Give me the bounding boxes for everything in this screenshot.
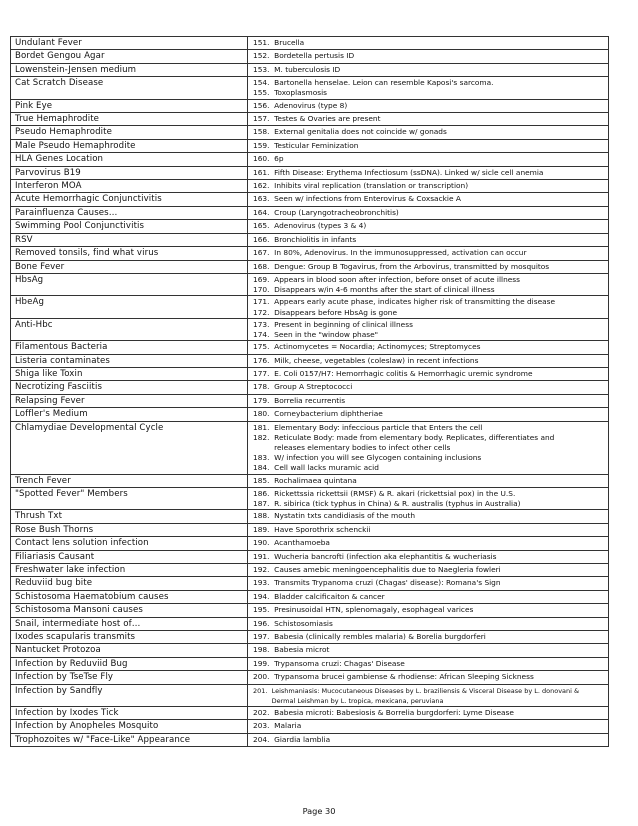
term-cell: Loffler's Medium bbox=[11, 408, 248, 421]
table-row bbox=[11, 220, 609, 233]
answer-line: 160. 6p bbox=[253, 154, 284, 164]
answer-line: 161. Fifth Disease: Erythema Infectiosum (ssDNA). Linked w/ sicle cell anemia bbox=[253, 167, 544, 177]
table-row bbox=[11, 657, 609, 670]
term-cell: Male Pseudo Hemaphrodite bbox=[11, 139, 248, 152]
term-cell: Infection by Anopheles Mosquito bbox=[11, 720, 248, 733]
term-cell: Contact lens solution infection bbox=[11, 537, 248, 550]
answer-cell bbox=[248, 550, 609, 563]
answer-cell bbox=[248, 510, 609, 523]
term-cell: Reduviid bug bite bbox=[11, 577, 248, 590]
answer-cell bbox=[248, 273, 609, 295]
answer-cell bbox=[248, 644, 609, 657]
term-cell: Swimming Pool Conjunctivitis bbox=[11, 220, 248, 233]
answer-line: 168. Dengue: Group B Togavirus, from the Arbovirus, transmitted by mosquitos bbox=[253, 261, 550, 271]
answer-line: 204. Giardia lamblia bbox=[253, 734, 331, 744]
term-cell: Cat Scratch Disease bbox=[11, 77, 248, 99]
table-row bbox=[11, 247, 609, 260]
answer-cell bbox=[248, 577, 609, 590]
term-cell: Infection by Sandfly bbox=[11, 684, 248, 706]
answer-cell bbox=[248, 631, 609, 644]
table-row bbox=[11, 631, 609, 644]
answer-cell bbox=[248, 487, 609, 509]
answer-cell bbox=[248, 153, 609, 166]
answer-cell bbox=[248, 166, 609, 179]
answer-line: 192. Causes amebic meningoencephalitis due to Naegleria fowleri bbox=[253, 565, 501, 575]
answer-line: 191. Wucheria bancrofti (infection aka elephantitis & wucheriasis bbox=[253, 551, 497, 561]
table-row bbox=[11, 644, 609, 657]
answer-line: Dermal Leishman by L. tropica, mexicana, peruviana bbox=[253, 696, 444, 705]
answer-line: 184. Cell wall lacks muramic acid bbox=[253, 463, 379, 473]
answer-line: 157. Testes & Ovaries are present bbox=[253, 114, 381, 124]
answer-cell bbox=[248, 139, 609, 152]
answer-cell bbox=[248, 720, 609, 733]
term-cell: Bone Fever bbox=[11, 260, 248, 273]
answer-line: 180. Corneybacterium diphtheriae bbox=[253, 409, 383, 419]
table-row bbox=[11, 510, 609, 523]
answer-line: 163. Seen w/ infections from Enterovirus & Coxsackie A bbox=[253, 194, 461, 204]
term-cell: Acute Hemorrhagic Conjunctivitis bbox=[11, 193, 248, 206]
answer-cell bbox=[248, 37, 609, 50]
answer-cell bbox=[248, 126, 609, 139]
answer-cell bbox=[248, 50, 609, 63]
term-cell: RSV bbox=[11, 233, 248, 246]
table-row bbox=[11, 617, 609, 630]
answer-line: 153. M. tuberculosis ID bbox=[253, 64, 341, 74]
answer-line: 203. Malaria bbox=[253, 721, 302, 731]
term-cell: Parainfluenza Causes… bbox=[11, 206, 248, 219]
table-row bbox=[11, 421, 609, 474]
notes-table-body bbox=[11, 37, 609, 747]
term-cell: Lowenstein-Jensen medium bbox=[11, 63, 248, 76]
answer-cell bbox=[248, 733, 609, 746]
table-row bbox=[11, 126, 609, 139]
table-row bbox=[11, 233, 609, 246]
answer-line: 173. Present in beginning of clinical illness bbox=[253, 319, 413, 329]
answer-line: 202. Babesia microti: Babesiosis & Borrelia burgdorferi: Lyme Disease bbox=[253, 708, 514, 718]
term-cell: Thrush Txt bbox=[11, 510, 248, 523]
answer-cell bbox=[248, 180, 609, 193]
table-row bbox=[11, 720, 609, 733]
answer-line: 199. Trypansoma cruzi: Chagas' Disease bbox=[253, 658, 405, 668]
table-row bbox=[11, 684, 609, 706]
term-cell: Anti-Hbc bbox=[11, 318, 248, 340]
table-row bbox=[11, 296, 609, 318]
answer-line: 181. Elementary Body: infeccious particle that Enters the cell bbox=[253, 422, 483, 432]
answer-line: 159. Testicular Feminization bbox=[253, 140, 359, 150]
answer-cell bbox=[248, 296, 609, 318]
term-cell: Parvovirus B19 bbox=[11, 166, 248, 179]
answer-cell bbox=[248, 113, 609, 126]
term-cell: Bordet Gengou Agar bbox=[11, 50, 248, 63]
term-cell: Pseudo Hemaphrodite bbox=[11, 126, 248, 139]
answer-line: 189. Have Sporothrix schenckii bbox=[253, 524, 371, 534]
notes-table bbox=[10, 36, 609, 747]
answer-cell bbox=[248, 671, 609, 684]
answer-line: 169. Appears in blood soon after infection, before onset of acute illness bbox=[253, 274, 521, 284]
table-row bbox=[11, 564, 609, 577]
answer-line: 177. E. Coli 0157/H7: Hemorrhagic colitis & Hemorrhagic uremic syndrome bbox=[253, 368, 533, 378]
table-row bbox=[11, 113, 609, 126]
answer-cell bbox=[248, 408, 609, 421]
answer-cell bbox=[248, 99, 609, 112]
answer-line: 174. Seen in the "window phase" bbox=[253, 329, 379, 339]
table-row bbox=[11, 367, 609, 380]
answer-cell bbox=[248, 394, 609, 407]
term-cell: Shiga like Toxin bbox=[11, 367, 248, 380]
term-cell: Trophozoites w/ "Face-Like" Appearance bbox=[11, 733, 248, 746]
table-row bbox=[11, 707, 609, 720]
answer-cell bbox=[248, 247, 609, 260]
term-cell: HbeAg bbox=[11, 296, 248, 318]
term-cell: HLA Genes Location bbox=[11, 153, 248, 166]
answer-line: 167. In 80%, Adenovirus. In the immunosuppressed, activation can occur bbox=[253, 248, 527, 258]
table-row bbox=[11, 273, 609, 295]
term-cell: Relapsing Fever bbox=[11, 394, 248, 407]
table-row bbox=[11, 318, 609, 340]
table-row bbox=[11, 550, 609, 563]
answer-line: 155. Toxoplasmosis bbox=[253, 88, 327, 98]
answer-line: 154. Bartonella henselae. Leion can resemble Kaposi's sarcoma. bbox=[253, 78, 494, 88]
term-cell: Infection by Reduviid Bug bbox=[11, 657, 248, 670]
term-cell: Rose Bush Thorns bbox=[11, 523, 248, 536]
answer-line: 185. Rochalimaea quintana bbox=[253, 475, 357, 485]
answer-line: 158. External genitalia does not coincide w/ gonads bbox=[253, 127, 447, 137]
table-row bbox=[11, 537, 609, 550]
answer-line: 171. Appears early acute phase, indicates higher risk of transmitting the disease bbox=[253, 297, 556, 307]
term-cell: Removed tonsils, find what virus bbox=[11, 247, 248, 260]
answer-cell bbox=[248, 604, 609, 617]
answer-line: 152. Bordetella pertusis ID bbox=[253, 51, 355, 61]
table-row bbox=[11, 381, 609, 394]
answer-cell bbox=[248, 341, 609, 354]
answer-line: 166. Bronchiolitis in infants bbox=[253, 234, 357, 244]
term-cell: Nantucket Protozoa bbox=[11, 644, 248, 657]
answer-cell bbox=[248, 63, 609, 76]
term-cell: Infection by Ixodes Tick bbox=[11, 707, 248, 720]
term-cell: Interferon MOA bbox=[11, 180, 248, 193]
answer-line: 176. Milk, cheese, vegetables (coleslaw) in recent infections bbox=[253, 355, 479, 365]
table-row bbox=[11, 354, 609, 367]
term-cell: Filiariasis Causant bbox=[11, 550, 248, 563]
answer-line: 165. Adenovirus (types 3 & 4) bbox=[253, 221, 367, 231]
answer-cell bbox=[248, 707, 609, 720]
answer-line: 164. Croup (Laryngotracheobronchitis) bbox=[253, 207, 399, 217]
term-cell: HbsAg bbox=[11, 273, 248, 295]
answer-cell bbox=[248, 206, 609, 219]
table-row bbox=[11, 671, 609, 684]
answer-cell bbox=[248, 684, 609, 706]
table-row bbox=[11, 153, 609, 166]
table-row bbox=[11, 341, 609, 354]
answer-line: 151. Brucella bbox=[253, 38, 305, 47]
answer-cell bbox=[248, 421, 609, 474]
term-cell: Filamentous Bacteria bbox=[11, 341, 248, 354]
table-row bbox=[11, 77, 609, 99]
term-cell: True Hemaphrodite bbox=[11, 113, 248, 126]
term-cell: Pink Eye bbox=[11, 99, 248, 112]
answer-line: 198. Babesia microt bbox=[253, 645, 330, 655]
term-cell: Trench Fever bbox=[11, 474, 248, 487]
answer-line: 190. Acanthamoeba bbox=[253, 538, 330, 548]
term-cell: Undulant Fever bbox=[11, 37, 248, 50]
term-cell: Chlamydiae Developmental Cycle bbox=[11, 421, 248, 474]
term-cell: Freshwater lake infection bbox=[11, 564, 248, 577]
table-row bbox=[11, 139, 609, 152]
answer-cell bbox=[248, 474, 609, 487]
answer-line: 186. Rickettssia rickettsii (RMSF) & R. akari (rickettsial pox) in the U.S. bbox=[253, 488, 516, 498]
answer-line: 162. Inhibits viral replication (translation or transcription) bbox=[253, 181, 469, 191]
table-row bbox=[11, 733, 609, 746]
table-row bbox=[11, 63, 609, 76]
term-cell: Listeria contaminates bbox=[11, 354, 248, 367]
table-row bbox=[11, 408, 609, 421]
answer-line: 182. Reticulate Body: made from elementary body. Replicates, differentiates and bbox=[253, 432, 555, 442]
answer-line: 200. Trypansoma brucei gambiense & rhodiense: African Sleeping Sickness bbox=[253, 672, 534, 682]
term-cell: "Spotted Fever" Members bbox=[11, 487, 248, 509]
answer-line: 156. Adenovirus (type 8) bbox=[253, 100, 348, 110]
answer-line: 179. Borrelia recurrentis bbox=[253, 395, 346, 405]
answer-line: 188. Nystatin txts candidiasis of the mouth bbox=[253, 511, 416, 521]
table-row bbox=[11, 590, 609, 603]
answer-line: 197. Babesia (clinically rembles malaria) & Borelia burgdorferi bbox=[253, 632, 486, 642]
answer-line: 201. Leishmaniasis: Mucocutaneous Diseases by L. braziliensis & Visceral Disease by L. donovani & bbox=[253, 686, 580, 695]
table-row bbox=[11, 577, 609, 590]
answer-line: 194. Bladder calcificaiton & cancer bbox=[253, 591, 385, 601]
term-cell: Ixodes scapularis transmits bbox=[11, 631, 248, 644]
answer-cell bbox=[248, 657, 609, 670]
table-row bbox=[11, 474, 609, 487]
table-row bbox=[11, 394, 609, 407]
table-row bbox=[11, 206, 609, 219]
answer-cell bbox=[248, 590, 609, 603]
answer-cell bbox=[248, 564, 609, 577]
table-row bbox=[11, 37, 609, 50]
term-cell: Snail, intermediate host of… bbox=[11, 617, 248, 630]
answer-cell bbox=[248, 77, 609, 99]
answer-cell bbox=[248, 220, 609, 233]
table-row bbox=[11, 180, 609, 193]
term-cell: Schistosoma Haematobium causes bbox=[11, 590, 248, 603]
table-row bbox=[11, 193, 609, 206]
table-row bbox=[11, 166, 609, 179]
term-cell: Necrotizing Fasciitis bbox=[11, 381, 248, 394]
answer-cell bbox=[248, 537, 609, 550]
answer-cell bbox=[248, 260, 609, 273]
table-row bbox=[11, 99, 609, 112]
answer-cell bbox=[248, 354, 609, 367]
answer-line: 170. Disappears w/in 4-6 months after the start of clinical illness bbox=[253, 285, 495, 295]
table-row bbox=[11, 523, 609, 536]
table-row bbox=[11, 50, 609, 63]
answer-cell bbox=[248, 233, 609, 246]
answer-line: 195. Presinusoidal HTN, splenomagaly, esophageal varices bbox=[253, 605, 474, 615]
answer-line: 193. Transmits Trypanoma cruzi (Chagas' disease): Romana's Sign bbox=[253, 578, 501, 588]
answer-line: 196. Schistosomiasis bbox=[253, 618, 333, 628]
term-cell: Infection by TseTse Fly bbox=[11, 671, 248, 684]
answer-cell bbox=[248, 523, 609, 536]
answer-line: 183. W/ infection you will see Glycogen containing inclusions bbox=[253, 453, 482, 463]
answer-cell bbox=[248, 381, 609, 394]
answer-line: 187. R. sibirica (tick typhus in China) & R. australis (typhus in Australia) bbox=[253, 499, 521, 509]
answer-line: releases elementary bodies to infect other cells bbox=[253, 442, 451, 452]
answer-cell bbox=[248, 318, 609, 340]
answer-line: 172. Disappears before HbsAg is gone bbox=[253, 307, 398, 317]
answer-cell bbox=[248, 193, 609, 206]
table-row bbox=[11, 260, 609, 273]
term-cell: Schistosoma Mansoni causes bbox=[11, 604, 248, 617]
answer-cell bbox=[248, 617, 609, 630]
table-row bbox=[11, 487, 609, 509]
table-row bbox=[11, 604, 609, 617]
answer-line: 178. Group A Streptococci bbox=[253, 382, 353, 392]
answer-line: 175. Actinomycetes = Nocardia; Actinomyces; Streptomyces bbox=[253, 342, 481, 352]
page-number: Page 30 bbox=[302, 806, 336, 816]
answer-cell bbox=[248, 367, 609, 380]
